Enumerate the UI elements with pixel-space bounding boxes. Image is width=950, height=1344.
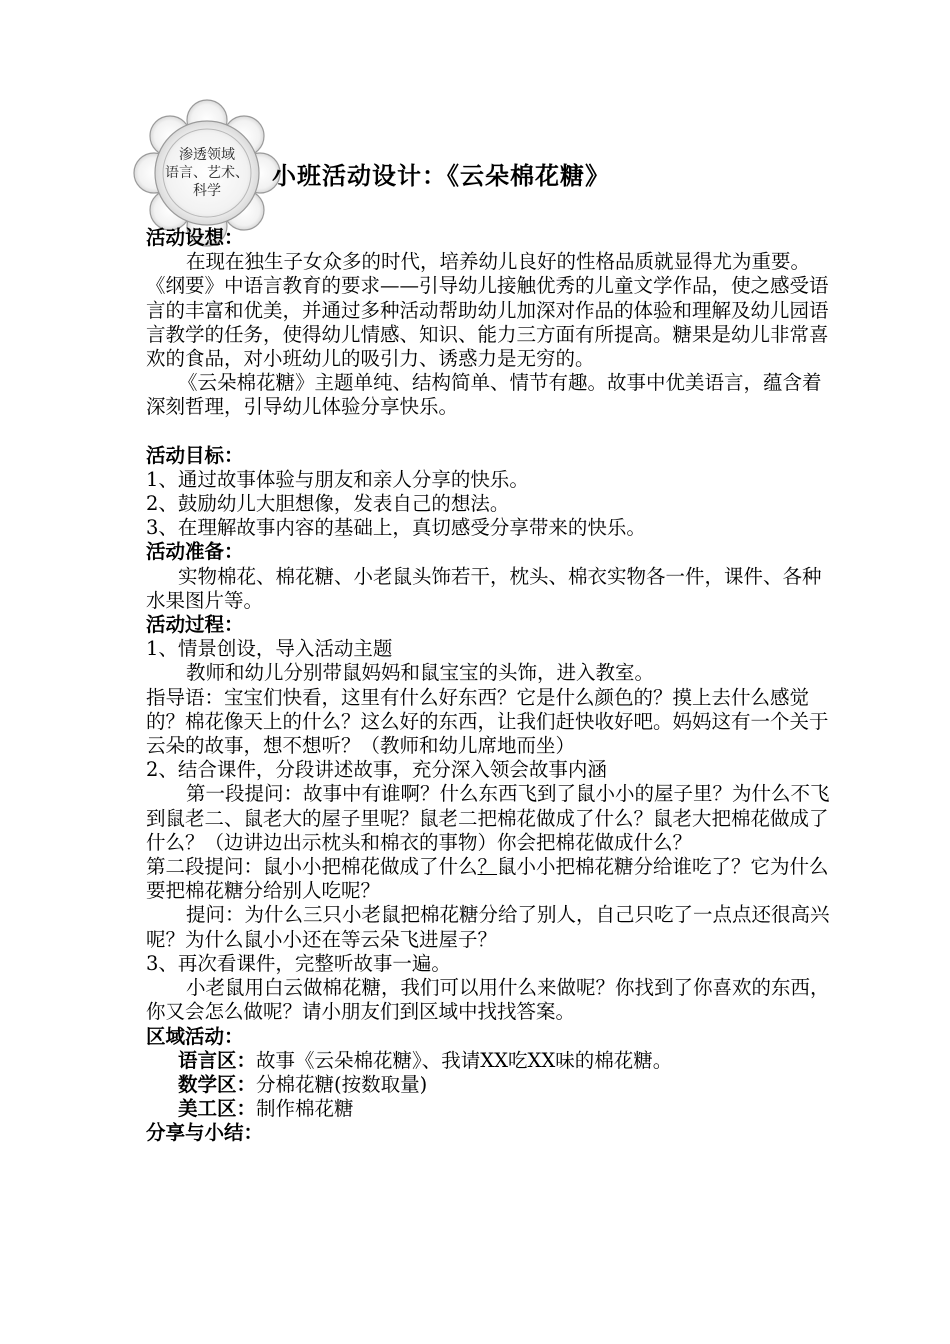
question-part-1: 第一段提问：故事中有谁啊？什么东西飞到了鼠小小的屋子里？为什么不飞到鼠老二、鼠老大的屋子里呢？鼠老二把棉花做成了什么？鼠老大把棉花做成了什么？（边讲边出示枕头和棉衣的事物）你会把棉花做成什么？: [146, 782, 830, 854]
process-heading: 活动过程：: [146, 613, 244, 637]
process-step-3: 3、再次看课件，完整听故事一遍。: [146, 951, 451, 975]
goals-heading: 活动目标：: [146, 443, 244, 467]
question-part-2-a: 第二段提问：鼠小小把棉花做成了什么: [146, 855, 478, 879]
badge-line-2: 语言、艺术、: [165, 165, 249, 181]
goal-item: 1、通过故事体验与朋友和亲人分享的快乐。: [146, 467, 529, 491]
area-text: 故事《云朵棉花糖》、我请XX吃XX味的棉花糖。: [256, 1048, 673, 1072]
area-label: 数学区：: [178, 1072, 257, 1096]
area-text: 分棉花糖(按数取量): [256, 1072, 428, 1096]
process-step-2: 2、结合课件，分段讲述故事，充分深入领会故事内涵: [146, 758, 607, 782]
document-body: [146, 226, 830, 1146]
question-part-2-b: 鼠小小把棉花糖分给谁吃了？它为什么要把棉花糖分给别人吃呢？: [146, 855, 829, 903]
area-item-math: [146, 1073, 830, 1097]
area-item-language: [146, 1049, 830, 1073]
goal-item: 2、鼓励幼儿大胆想像，发表自己的想法。: [146, 492, 510, 516]
prep-heading: 活动准备：: [146, 540, 244, 564]
badge-line-1: 渗透领域: [179, 147, 235, 163]
badge-line-3: 科学: [193, 183, 221, 199]
intent-paragraph-1: 在现在独生子女众多的时代，培养幼儿良好的性格品质就显得尤为重要。《纲要》中语言教育的要求——引导幼儿接触优秀的儿童文学作品，使之感受语言的丰富和优美，并通过多种活动帮助幼儿加深对作品的体验和理解及幼儿园语言教学的任务，使得幼儿情感、知识、能力三方面有所提高。糖果是幼儿非常喜欢的食品，对小班幼儿的吸引力、诱惑力是无穷的。: [146, 250, 829, 371]
area-heading: 区域活动：: [146, 1024, 244, 1048]
area-label: 语言区：: [178, 1048, 257, 1072]
process-step-1: 1、情景创设，导入活动主题: [146, 637, 393, 661]
design-intent-heading: 活动设想：: [146, 226, 244, 249]
goal-item: 3、在理解故事内容的基础上，真切感受分享带来的快乐。: [146, 516, 646, 540]
prep-text: 实物棉花、棉花糖、小老鼠头饰若干，枕头、棉衣实物各一件，课件、各种水果图片等。: [146, 564, 822, 612]
page-title: 小班活动设计：《云朵棉花糖》: [272, 161, 610, 190]
question-part-3: 提问：为什么三只小老鼠把棉花糖分给了别人，自己只吃了一点点还很高兴呢？为什么鼠小小还在等云朵飞进屋子？: [146, 903, 830, 951]
intent-paragraph-2: 《云朵棉花糖》主题单纯、结构简单、情节有趣。故事中优美语言，蕴含着深刻哲理，引导幼儿体验分享快乐。: [146, 371, 822, 419]
process-step-1-detail: 教师和幼儿分别带鼠妈妈和鼠宝宝的头饰，进入教室。: [186, 661, 655, 685]
area-item-art: [146, 1097, 830, 1121]
process-step-3-detail: 小老鼠用白云做棉花糖，我们可以用什么来做呢？你找到了你喜欢的东西，你又会怎么做呢？请小朋友们到区域中找找答案。: [146, 976, 830, 1024]
share-heading: 分享与小结：: [146, 1121, 264, 1145]
question-part-2-mark: ？: [477, 855, 498, 879]
question-part-2: [146, 855, 830, 903]
area-text: 制作棉花糖: [256, 1097, 354, 1121]
guide-text: 指导语：宝宝们快看，这里有什么好东西？它是什么颜色的？摸上去什么感觉的？棉花像天上的什么？这么好的东西，让我们赶快收好吧。妈妈这有一个关于云朵的故事，想不想听？（教师和幼儿席地而坐）: [146, 685, 829, 758]
area-label: 美工区：: [178, 1097, 257, 1121]
